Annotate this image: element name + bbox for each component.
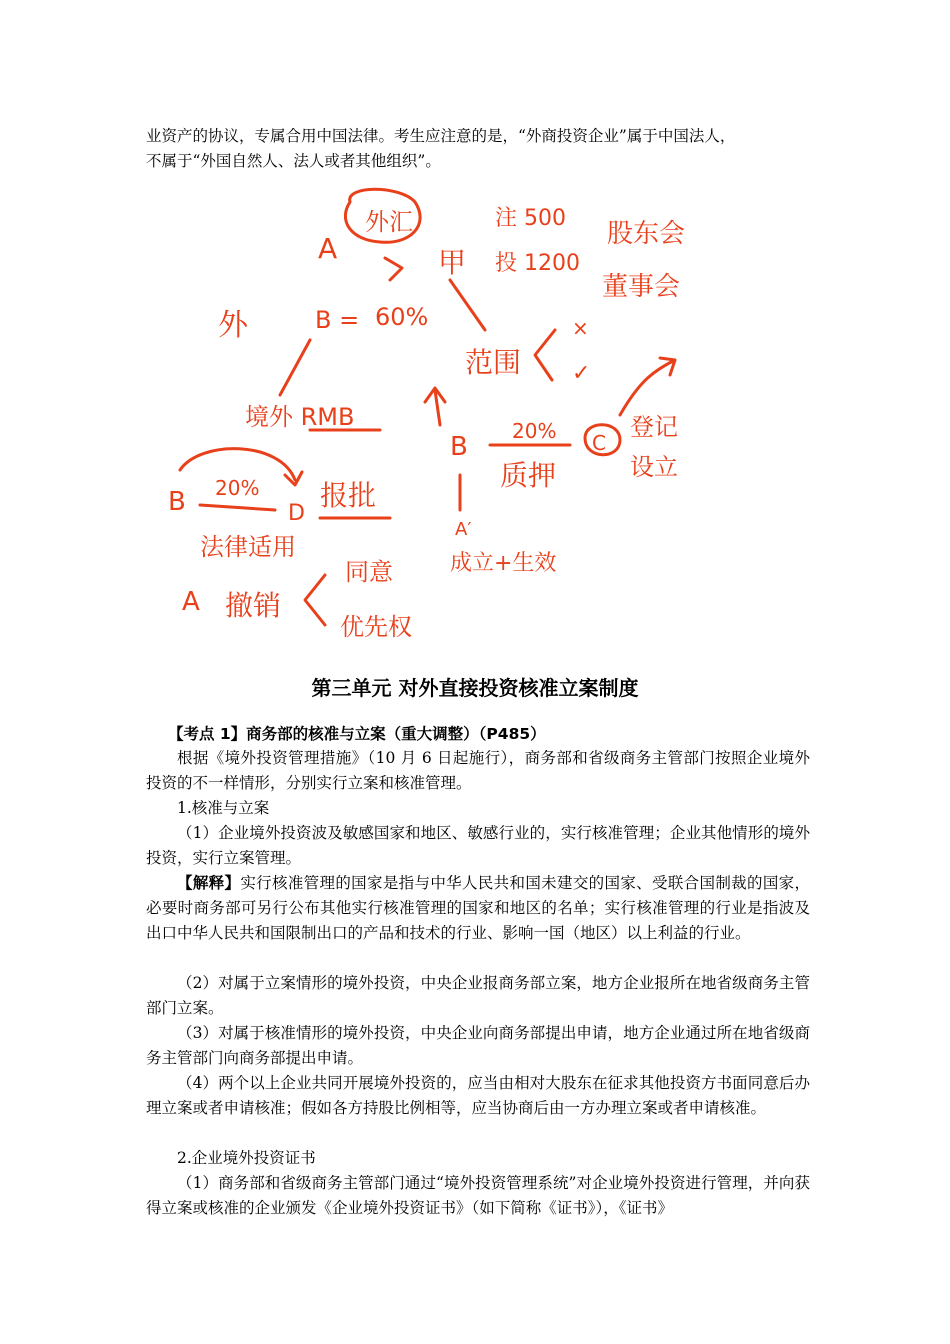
label-gudonghui: 股东会 — [606, 219, 685, 249]
section-title: 第三单元 对外直接投资核准立案制度 — [311, 676, 639, 700]
label-jingwai-rmb: 境外 RMB — [245, 403, 355, 431]
label-a-top: A — [318, 232, 338, 265]
bracket-fanwei — [535, 330, 555, 380]
label-zhu500: 注 500 — [495, 206, 566, 231]
paragraph-5: （4）两个以上企业共同开展境外投资的，应当由相对大股东在征求其他投资方书面同意后办理立案或者申请核准；假如各方持股比例相等，应当协商后由一方办理立案或者申请核准。 — [146, 1074, 810, 1117]
label-dongshihui: 董事会 — [601, 272, 680, 302]
paragraph-3: （2）对属于立案情形的境外投资，中央企业报商务部立案，地方企业报所在地省级商务主管部门立案。 — [146, 974, 810, 1017]
mark-check2: ✓ — [572, 361, 591, 386]
label-tongyi: 同意 — [345, 558, 393, 586]
arrow-to-dengji — [620, 358, 675, 415]
intro-line-1: 业资产的协议，专属合用中国法律。考生应注意的是，“外商投资企业”属于中国法人， — [146, 127, 736, 145]
label-youxianquan: 优先权 — [340, 613, 412, 641]
label-diya: 质押 — [500, 459, 557, 492]
line-b-jingwai — [280, 340, 310, 395]
label-waihui: 外汇 — [365, 208, 413, 236]
label-a-bottom: A — [182, 587, 200, 617]
heading-1: 1.核准与立案 — [177, 799, 270, 817]
label-wai: 外 — [218, 308, 248, 343]
arrow-to-jia — [385, 258, 402, 280]
handwritten-diagram — [140, 180, 700, 650]
kaodian-label: 【考点 1】商务部的核准与立案（重大调整）（P485） — [168, 725, 546, 743]
paragraph-6: （1）商务部和省级商务主管部门通过“境外投资管理系统”对企业境外投资进行管理，并向获得立案或核准的企业颁发《企业境外投资证书》（如下简称《证书》），《证书》 — [146, 1174, 810, 1217]
line-pct20-left — [200, 505, 275, 510]
label-b-left: B — [168, 487, 186, 517]
bracket-chexiao — [305, 575, 325, 625]
label-fanwei: 范围 — [465, 346, 522, 379]
label-falv-shiyong: 法律适用 — [200, 533, 296, 561]
label-a-prime: A′ — [455, 519, 472, 540]
jieshi-label: 【解释】 — [177, 874, 241, 892]
label-sheli: 设立 — [630, 453, 678, 481]
intro-line-2: 不属于“外国自然人、法人或者其他组织”。 — [146, 152, 441, 170]
paragraph-4: （3）对属于核准情形的境外投资，中央企业向商务部提出申请，地方企业通过所在地省级商务主管部门向商务部提出申请。 — [146, 1024, 810, 1067]
label-b-eq: B = — [315, 306, 360, 334]
paragraph-jieshi — [146, 871, 810, 946]
label-pct20-mid: 20% — [512, 419, 557, 443]
label-chexiao: 撤销 — [225, 589, 282, 622]
label-baopi: 报批 — [320, 479, 377, 512]
arrow-up-b — [425, 388, 445, 425]
line-jia-fanwei — [450, 280, 485, 330]
label-d: D — [288, 501, 305, 526]
paragraph-1: 根据《境外投资管理措施》（10 月 6 日起施行），商务部和省级商务主管部门按照企业境外投资的不一样情形，分别实行立案和核准管理。 — [146, 749, 810, 792]
label-dengji: 登记 — [630, 413, 678, 441]
label-pct20-left: 20% — [215, 476, 260, 500]
mark-x2: × — [572, 316, 589, 340]
label-pct60: 60% — [375, 303, 429, 331]
paragraph-2: （1）企业境外投资波及敏感国家和地区、敏感行业的，实行核准管理；企业其他情形的境外投资，实行立案管理。 — [146, 824, 810, 867]
heading-2: 2.企业境外投资证书 — [177, 1149, 316, 1167]
label-chengli-shengxiao: 成立+生效 — [450, 551, 557, 576]
label-c: C — [592, 431, 606, 455]
label-jia: 甲 — [438, 246, 467, 279]
label-b-mid: B — [450, 432, 468, 462]
jieshi-text: 实行核准管理的国家是指与中华人民共和国未建交的国家、受联合国制裁的国家，必要时商务部可另行公布其他实行核准管理的国家和地区的名单；实行核准管理的行业是指波及出口中华人民共和国限制出口的产品和技术的行业、影响一国（地区）以上利益的行业。 — [146, 874, 810, 942]
label-tou1200: 投 1200 — [495, 251, 580, 276]
